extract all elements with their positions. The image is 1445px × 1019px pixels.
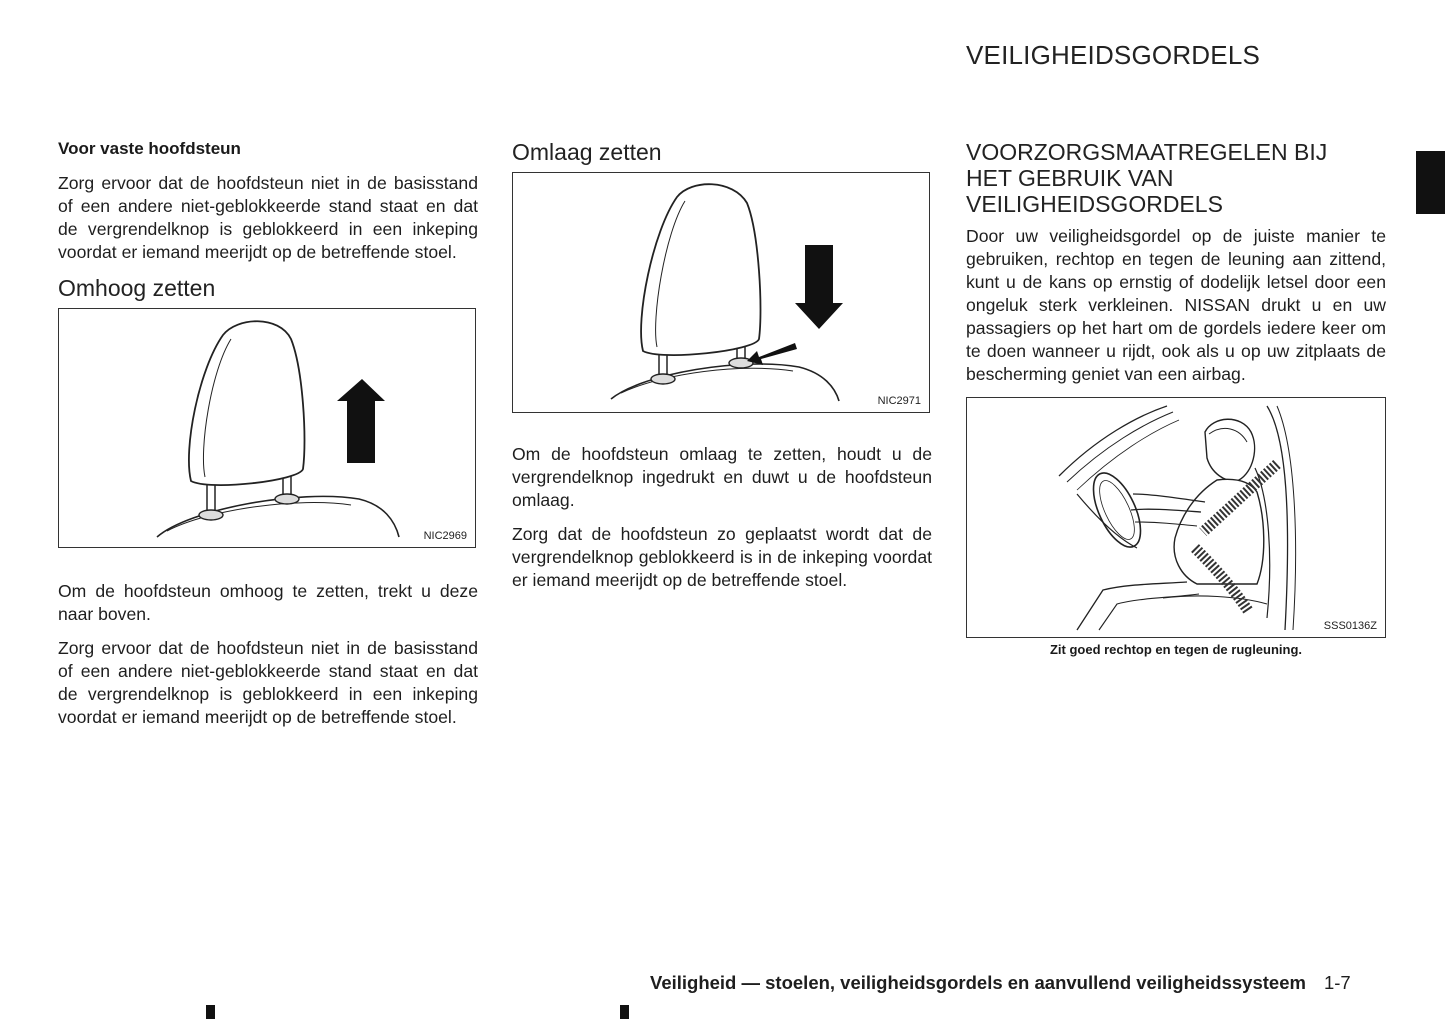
heading-line-3: VEILIGHEIDSGORDELS [966, 191, 1223, 217]
subheading-fixed-headrest: Voor vaste hoofdsteun [58, 139, 241, 158]
crop-mark-left [206, 1005, 215, 1019]
figure-code: NIC2969 [423, 530, 467, 542]
figure-code: NIC2971 [877, 395, 921, 407]
column-right [966, 139, 1386, 657]
figure-caption: Zit goed rechtop en tegen de rugleuning. [1049, 642, 1303, 657]
driver-seatbelt-illustration [967, 398, 1387, 639]
page-header-title: VEILIGHEIDSGORDELS [966, 40, 1261, 70]
figure-headrest-lower [512, 172, 930, 413]
paragraph-raise-instruction: Om de hoofdsteun omhoog te zetten, trekt u deze naar boven. [58, 581, 478, 624]
figure-code: SSS0136Z [1323, 620, 1377, 632]
column-left [58, 139, 478, 740]
heading-line-2: HET GEBRUIK VAN [966, 165, 1174, 191]
footer-chapter-text: Veiligheid — stoelen, veiligheidsgordels en aanvullend veiligheidssysteem [650, 972, 1306, 993]
chapter-tab-marker [1416, 151, 1445, 214]
heading-lower: Omlaag zetten [512, 139, 662, 165]
figure-headrest-raise [58, 308, 476, 548]
headrest-raise-illustration [59, 309, 477, 549]
page-number: 1-7 [1323, 972, 1351, 993]
paragraph-lower-warning: Zorg dat de hoofdsteun zo geplaatst wordt dat de vergrendelknop geblokkeerd is in de inkeping voordat er iemand meerijdt op de betreffende stoel. [512, 524, 932, 590]
paragraph-lower-instruction: Om de hoofdsteun omlaag te zetten, houdt u de vergrendelknop ingedrukt en duwt u de hoofdsteun omlaag. [512, 444, 932, 510]
heading-raise: Omhoog zetten [58, 275, 216, 301]
figure-seated-driver [966, 397, 1386, 638]
column-middle [512, 139, 932, 603]
heading-seatbelt-precautions [966, 139, 1386, 217]
heading-line-1: VOORZORGSMAATREGELEN BIJ [966, 139, 1328, 165]
paragraph-raise-warning: Zorg ervoor dat de hoofdsteun niet in de basisstand of een andere niet-geblokkeerde stand staat en dat de vergrendelknop is geblokkeerd in een inkeping voordat er iemand meerijdt op de betreffende stoel. [58, 638, 478, 727]
page-footer [650, 972, 1351, 994]
headrest-lower-illustration [513, 173, 931, 414]
paragraph-seatbelt-usage: Door uw veiligheidsgordel op de juiste manier te gebruiken, rechtop en tegen de leuning aan zittend, kunt u de kans op ernstig of dodelijk letsel door een ongeluk sterk verkleinen. NISSAN drukt u en uw passagiers op het hart om de gordels iedere keer om te doen wanneer u rijdt, ook als u op uw zitplaats de bescherming geniet van een airbag. [966, 226, 1386, 384]
crop-mark-right [620, 1005, 629, 1019]
paragraph-fixed-headrest: Zorg ervoor dat de hoofdsteun niet in de basisstand of een andere niet-geblokkeerde stand staat en dat de vergrendelknop is geblokkeerd in een inkeping voordat er iemand meerijdt op de betreffende stoel. [58, 173, 478, 262]
